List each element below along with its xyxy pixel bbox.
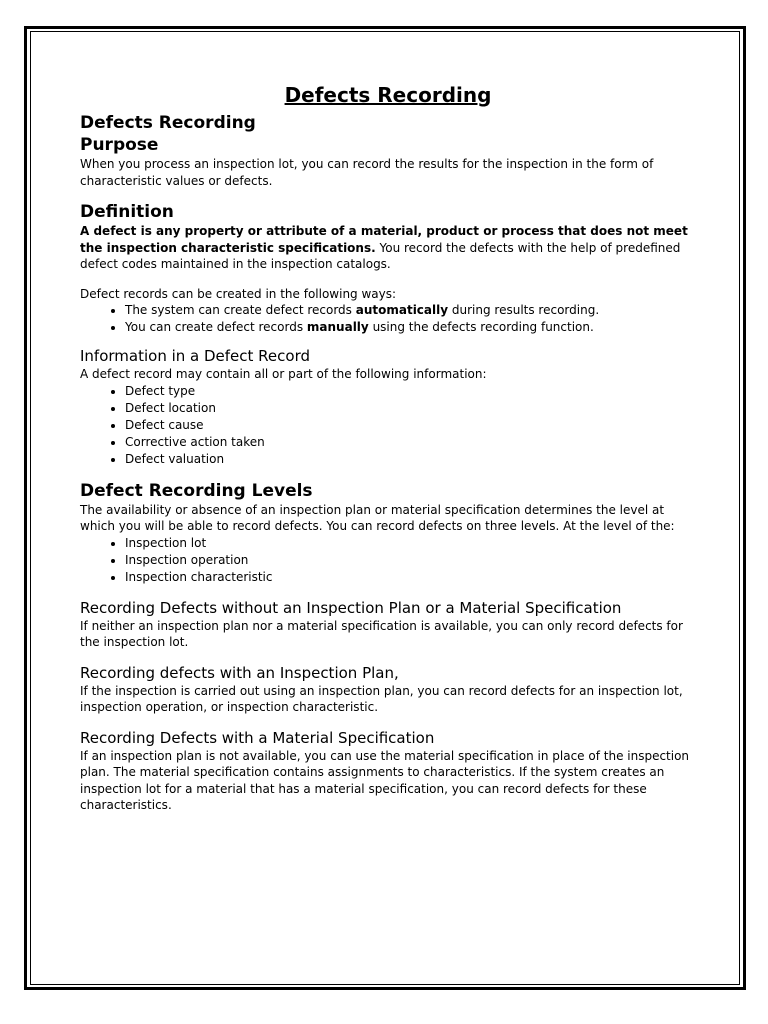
levels-heading: Defect Recording Levels	[80, 480, 313, 501]
info-intro: A defect record may contain all or part of the following information:	[80, 367, 487, 381]
with-plan-text: If the inspection is carried out using an inspection plan, you can record defects for an inspection lot, inspection operation, or inspection characteristic.	[80, 683, 683, 714]
list-item: • Corrective action taken	[125, 434, 700, 451]
without-plan-text: If neither an inspection plan nor a material specification is available, you can only record defects for the inspection lot.	[80, 618, 683, 649]
definition-heading: Definition	[80, 202, 174, 222]
purpose-heading: Purpose	[80, 135, 159, 155]
list-item: • Inspection characteristic	[125, 569, 700, 586]
list-item	[125, 319, 700, 336]
with-plan-heading: Recording defects with an Inspection Plan,	[80, 663, 399, 682]
with-spec-heading: Recording Defects with a Material Specification	[80, 728, 435, 747]
list-item: • Defect valuation	[125, 451, 700, 468]
list-item: • Defect type	[125, 383, 700, 400]
list-item	[125, 302, 700, 319]
list-item-text: The system can create defect records	[125, 303, 356, 317]
with-spec-text: If an inspection plan is not available, you can use the material specification in place of the inspection plan. The material specification contains assignments to characteristics. If the system creates an inspection lot for a material that has a material specification, you can record defects for these characteristics.	[80, 748, 690, 812]
list-item-bold: manually	[306, 320, 369, 334]
main-heading: Defects Recording	[80, 113, 256, 133]
list-item: • Defect cause	[125, 417, 700, 434]
info-list	[80, 383, 700, 468]
definition-rest-text: You record the defects with the help of predefined defect codes maintained in the inspection catalogs.	[80, 240, 681, 271]
info-heading: Information in a Defect Record	[80, 347, 311, 365]
list-item: • Inspection lot	[125, 535, 700, 552]
definition-text	[80, 223, 700, 273]
list-item-text: during results recording.	[448, 303, 600, 317]
list-item-text: using the defects recording function.	[368, 320, 594, 334]
list-item: • Inspection operation	[125, 552, 700, 569]
levels-list	[80, 535, 700, 586]
page-title: Defects Recording	[284, 83, 492, 107]
ways-intro: Defect records can be created in the following ways:	[80, 286, 397, 301]
list-item-bold: automatically	[355, 303, 449, 317]
list-item-text: You can create defect records	[125, 320, 307, 334]
definition-bold-text: A defect is any property or attribute of a material, product or process that does not meet the inspection characteristic specifications.	[80, 224, 688, 255]
levels-text: The availability or absence of an inspection plan or material specification determines the level at which you will be able to record defects. You can record defects on three levels. At the level of the:	[80, 502, 675, 533]
ways-list	[80, 302, 700, 336]
without-plan-heading: Recording Defects without an Inspection Plan or a Material Specification	[80, 598, 622, 617]
list-item: • Defect location	[125, 400, 700, 417]
purpose-text: When you process an inspection lot, you can record the results for the inspection in the form of characteristic values or defects.	[80, 157, 654, 188]
document-body	[80, 82, 700, 814]
